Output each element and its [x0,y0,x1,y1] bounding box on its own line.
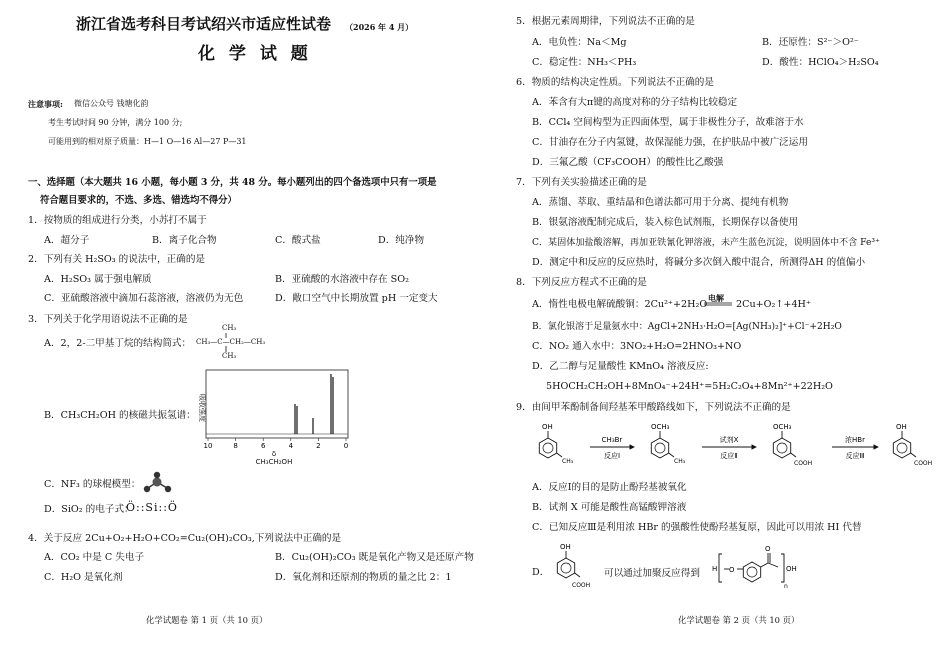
m-methylanisole-structure [651,431,674,458]
q5-option-b: B．还原性：S²⁻＞O²⁻ [762,37,859,48]
nmr-tick-label: 6 [260,442,266,450]
question-9: 9．由间甲苯酚制备间羟基苯甲酸路线如下，下列说法不正确的是 [516,402,791,413]
svg-text:COOH: COOH [794,460,813,467]
svg-text:OCH₃: OCH₃ [773,423,792,431]
q7-option-c: C．某固体加盐酸溶解，再加亚铁氰化钾溶液，未产生蓝色沉淀，说明固体中不含 Fe³⁺ [532,238,880,248]
q7-option-b: B．银氨溶液配制完成后，装入棕色试剂瓶，长期保存以备使用 [532,217,799,228]
q2-option-a: A．H₂SO₃ 属于强电解质 [44,274,152,285]
svg-text:H: H [712,565,718,573]
exam-date: （2026 年 4 月） [345,22,414,32]
nmr-tick-label: 8 [233,442,238,450]
svg-text:CH₃Br: CH₃Br [601,436,623,444]
svg-text:OCH₃: OCH₃ [651,423,670,431]
q3-option-a: A．2，2-二甲基丁烷的结构简式： [44,338,192,349]
q8-option-d-equation: 5HOCH₂CH₂OH+8MnO₄⁻+24H⁺=5H₂C₂O₄+8Mn²⁺+22H₂O [546,381,833,392]
q9-option-b: B．试剂 X 可能是酸性高锰酸钾溶液 [532,502,687,513]
nf3-ball-stick-model [140,472,176,496]
nmr-tick-label: 2 [316,442,321,450]
question-3: 3．下列关于化学用语说法不正确的是 [28,314,188,325]
nmr-delta: δ [271,450,277,458]
svg-text:OH: OH [786,565,797,573]
q9-option-d-text: 可以通过加聚反应得到 [604,568,700,579]
q1-option-c: C．酸式盐 [275,235,321,246]
q5-option-a: A．电负性：Na＜Mg [532,37,627,48]
question-4: 4．关于反应 2Cu+O₂+H₂O+CO₂=Cu₂(OH)₂CO₃,下列说法中正确的是 [28,533,342,544]
q9-option-c: C．已知反应Ⅲ是利用浓 HBr 的强酸性使酚羟基复原，因此可以用浓 HI 代替 [532,522,862,533]
sio2-electron-formula: Ö::Si::Ö [126,501,178,514]
q9-option-d-label: D． [532,567,550,578]
section-heading-1: 一、选择题（本大题共 16 小题，每小题 3 分，共 48 分。每小题列出的四个备选项中只有一项是 [28,177,437,188]
q3-option-c: C．NF₃ 的球棍模型： [44,479,141,490]
question-1: 1．按物质的组成进行分类，小苏打不属于 [28,215,207,226]
svg-text:OH: OH [542,423,553,431]
q3-option-b: B．CH₃CH₂OH 的核磁共振氢谱： [44,410,196,421]
nmr-tick-label: 4 [288,442,294,450]
q6-option-d: D．三氟乙酸（CF₃COOH）的酸性比乙酸强 [532,157,724,168]
svg-text:n: n [784,583,788,590]
exam-title: 浙江省选考科目考试绍兴市适应性试卷 [76,15,332,33]
nmr-spectrum [194,368,356,466]
q4-option-a: A．CO₂ 中是 C 失电子 [44,552,145,563]
question-5: 5．根据元素周期律，下列说法不正确的是 [516,16,695,27]
svg-text:浓HBr: 浓HBr [845,436,865,444]
q8-option-a-condition: 电解 [708,293,724,303]
m-cresol-structure [539,431,562,458]
q8-option-d: D．乙二醇与足量酸性 KMnO₄ 溶液反应: [532,361,709,372]
q6-option-a: A．苯含有大π键的高度对称的分子结构比较稳定 [532,97,738,108]
svg-text:O: O [729,566,735,574]
q5-option-d: D．酸性：HClO₄＞H₂SO₄ [762,57,879,68]
q8-option-a-left: A．惰性电极电解硫酸铜：2Cu²⁺+2H₂O [532,299,708,310]
q7-option-d: D．测定中和反应的反应热时，将碱分多次倒入酸中混合，所测得ΔH 的值偏小 [532,257,866,268]
q9-d-monomer-structure [544,542,604,596]
svg-text:反应Ⅲ: 反应Ⅲ [845,452,865,460]
question-7: 7．下列有关实验描述正确的是 [516,177,647,188]
q1-option-a: A．超分子 [44,235,90,246]
q2-option-c: C．亚硫酸溶液中滴加石蕊溶液，溶液仍为无色 [44,293,244,304]
q8-option-b: B．氯化银溶于足量氨水中：AgCl+2NH₃·H₂O=[Ag(NH₃)₂]⁺+Cl⁻+2H₂O [532,322,842,332]
q2-option-d: D．敞口空气中长期放置 pH 一定变大 [275,293,438,304]
svg-text:COOH: COOH [572,582,591,589]
q4-option-d: D．氧化剂和还原剂的物质的量之比 2：1 [275,572,452,583]
struct-bonds [224,331,228,353]
q4-option-c: C．H₂O 是氧化剂 [44,572,123,583]
struct-ch3-top: CH₃ [222,324,237,332]
footer-page-2: 化学试题卷 第 2 页（共 10 页） [678,615,800,625]
question-6: 6．物质的结构决定性质。下列说法不正确的是 [516,77,714,88]
svg-text:OH: OH [896,423,907,431]
m-hydroxybenzoic-acid-structure [893,431,916,458]
svg-text:反应Ⅱ: 反应Ⅱ [720,452,738,460]
footer-page-1: 化学试题卷 第 1 页（共 10 页） [146,615,268,625]
svg-text:反应Ⅰ: 反应Ⅰ [603,452,621,460]
svg-text:CH₃: CH₃ [562,458,574,465]
svg-text:COOH: COOH [914,460,933,467]
m-methoxybenzoic-acid-structure [773,431,796,458]
struct-ch3-bottom: CH₃ [222,352,237,360]
section-heading-2: 符合题目要求的，不选、多选、错选均不得分） [40,195,237,206]
page-right [480,0,950,672]
q7-option-a: A．蒸馏、萃取、重结晶和色谱法都可用于分离、提纯有机物 [532,197,789,208]
svg-text:O: O [765,545,771,553]
reaction-scheme [510,418,950,476]
nmr-tick-label: 10 [203,442,213,450]
nmr-caption: CH₃CH₂OH [255,458,293,466]
nmr-tick-label: 0 [343,442,349,450]
question-2: 2．下列有关 H₂SO₃ 的说法中，正确的是 [28,254,206,265]
notice-line-1: 考生考试时间 90 分钟，满分 100 分; [48,118,183,127]
electrolysis-arrow [704,302,734,306]
q6-option-b: B．CCl₄ 空间构型为正四面体型，属于非极性分子，故难溶于水 [532,117,804,128]
svg-text:OH: OH [560,543,571,551]
q8-option-c: C．NO₂ 通入水中：3NO₂+H₂O=2HNO₃+NO [532,341,742,352]
nmr-ylabel: 吸收强度 [198,394,206,422]
q2-option-b: B．亚硫酸的水溶液中存在 SO₂ [275,274,409,285]
q9-option-a: A．反应Ⅰ的目的是防止酚羟基被氧化 [532,482,687,493]
q4-option-b: B．Cu₂(OH)₂CO₃ 既是氧化产物又是还原产物 [275,552,474,563]
q3-option-d: D．SiO₂ 的电子式： [44,504,134,515]
q5-option-c: C．稳定性：NH₃＜PH₃ [532,57,637,68]
question-8: 8．下列反应方程式不正确的是 [516,277,647,288]
notice-text: 微信公众号 钱塘化韵 [74,99,149,108]
q9-d-polymer-structure [712,540,822,590]
q1-option-d: D．纯净物 [378,235,425,246]
q6-option-c: C．甘油存在分子内氢键，故保湿能力强，在护肤品中被广泛运用 [532,137,808,148]
svg-text:试剂X: 试剂X [719,436,739,444]
svg-text:CH₃: CH₃ [674,458,686,465]
struct-main-chain: CH₃—C—CH₂—CH₃ [196,338,266,346]
q1-option-b: B．离子化合物 [152,235,217,246]
notice-label: 注意事项: [28,99,63,109]
q8-option-a-right: 2Cu+O₂↑+4H⁺ [736,299,811,310]
notice-line-2: 可能用到的相对原子质量：H—1 O—16 Al—27 P—31 [48,137,247,146]
subject-title: 化 学 试 题 [198,44,312,64]
